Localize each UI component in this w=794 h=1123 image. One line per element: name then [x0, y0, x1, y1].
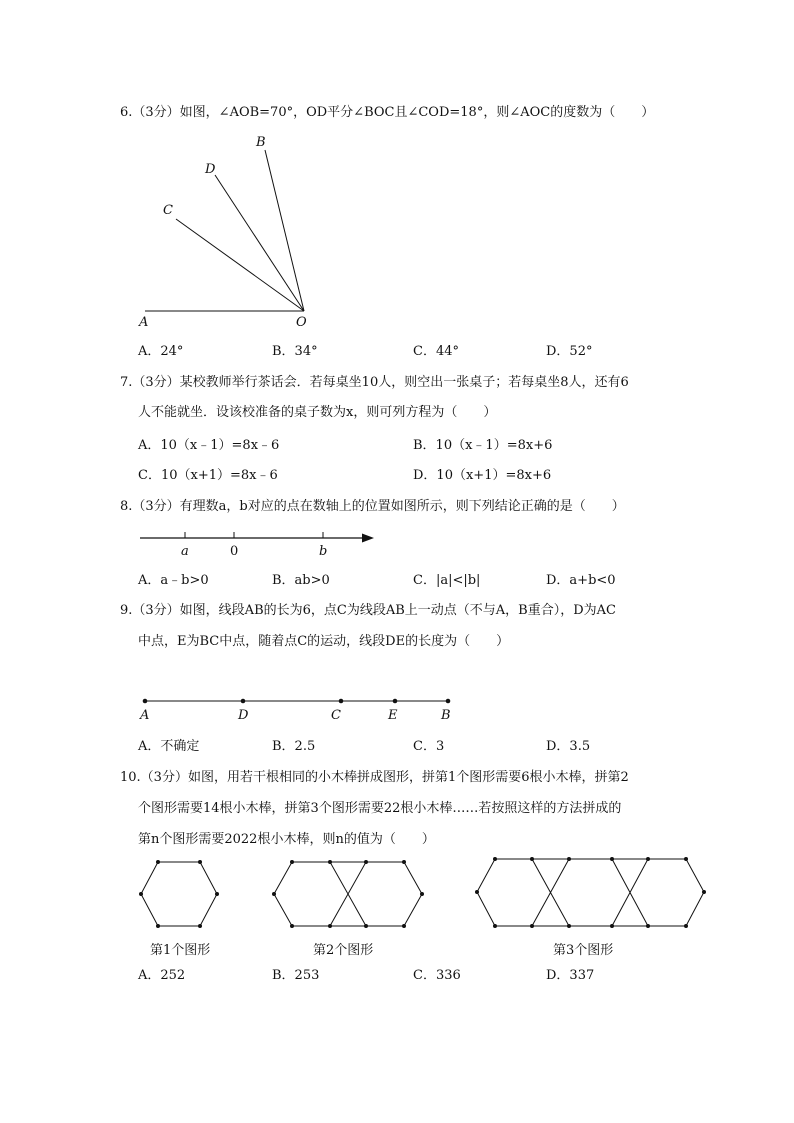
- q9-label-c: C: [331, 708, 341, 723]
- q9-option-a: A．不确定: [138, 739, 200, 754]
- q10-caption-2: 第2个图形: [313, 943, 374, 958]
- q9-label-e: E: [388, 708, 398, 723]
- q6-label-b: B: [256, 135, 266, 150]
- q10-option-c: C．336: [413, 968, 461, 983]
- q8-option-d: D．a+b<0: [546, 573, 616, 588]
- q10-figure-3: [477, 859, 704, 926]
- q6-option-c: C．44°: [413, 344, 459, 359]
- q7-stem-line2: 人不能就坐．设该校准备的桌子数为x，则可列方程为（ ）: [138, 405, 497, 420]
- q9-label-b: B: [441, 708, 451, 723]
- q10-option-a: A．252: [138, 968, 186, 983]
- q9-stem-line1: 9.（3分）如图，线段AB的长为6，点C为线段AB上一动点（不与A，B重合），D为AC: [120, 603, 616, 618]
- q10-figure-1-dots: [139, 860, 219, 928]
- q9-option-c: C．3: [413, 739, 445, 754]
- q10-option-d: D．337: [546, 968, 595, 983]
- q8-label-b: b: [319, 544, 328, 559]
- q6-label-a: A: [139, 315, 149, 330]
- q7-stem-line1: 7.（3分）某校教师举行茶话会．若每桌坐10人，则空出一张桌子；若每桌坐8人，还有6: [120, 375, 629, 390]
- q8-option-c: C．|a|<|b|: [413, 573, 481, 588]
- q10-stem-line2: 个图形需要14根小木棒，拼第3个图形需要22根小木棒……若按照这样的方法拼成的: [138, 801, 622, 816]
- q8-stem: 8.（3分）有理数a，b对应的点在数轴上的位置如图所示，则下列结论正确的是（ ）: [120, 499, 625, 514]
- q10-figure-1: [141, 862, 217, 926]
- q10-caption-3: 第3个图形: [553, 943, 614, 958]
- q7-option-a: A．10（x﹣1）=8x﹣6: [138, 438, 280, 453]
- q7-option-d: D．10（x+1）=8x+6: [413, 468, 552, 483]
- q7-option-b: B．10（x﹣1）=8x+6: [413, 438, 553, 453]
- q8-option-a: A．a﹣b>0: [138, 573, 209, 588]
- q10-figure-3-dots: [475, 857, 706, 928]
- q10-stem-line3: 第n个图形需要2022根小木棒，则n的值为（ ）: [138, 832, 435, 847]
- q6-option-d: D．52°: [546, 344, 593, 359]
- q10-stem-line1: 10.（3分）如图，用若干根相同的小木棒拼成图形，拼第1个图形需要6根小木棒，拼第2: [120, 770, 629, 785]
- q9-stem-line2: 中点，E为BC中点，随着点C的运动，线段DE的长度为（ ）: [138, 634, 510, 649]
- q6-option-b: B．34°: [272, 344, 318, 359]
- q6-label-c: C: [163, 203, 173, 218]
- q8-option-b: B．ab>0: [272, 573, 330, 588]
- q9-label-d: D: [238, 708, 249, 723]
- q9-option-b: B．2.5: [272, 739, 316, 754]
- q6-stem: 6.（3分）如图，∠AOB=70°，OD平分∠BOC且∠COD=18°，则∠AOC的度数为（ ）: [120, 105, 655, 120]
- q10-figure-2: [274, 862, 422, 926]
- q10-option-b: B．253: [272, 968, 320, 983]
- q8-label-a: a: [181, 544, 189, 559]
- q9-label-a: A: [140, 708, 150, 723]
- q10-caption-1: 第1个图形: [150, 943, 211, 958]
- q8-label-zero: 0: [230, 544, 239, 559]
- q6-option-a: A．24°: [138, 344, 184, 359]
- q6-label-o: O: [296, 315, 307, 330]
- q9-option-d: D．3.5: [546, 739, 591, 754]
- q7-option-c: C．10（x+1）=8x﹣6: [138, 468, 278, 483]
- q6-label-d: D: [205, 162, 216, 177]
